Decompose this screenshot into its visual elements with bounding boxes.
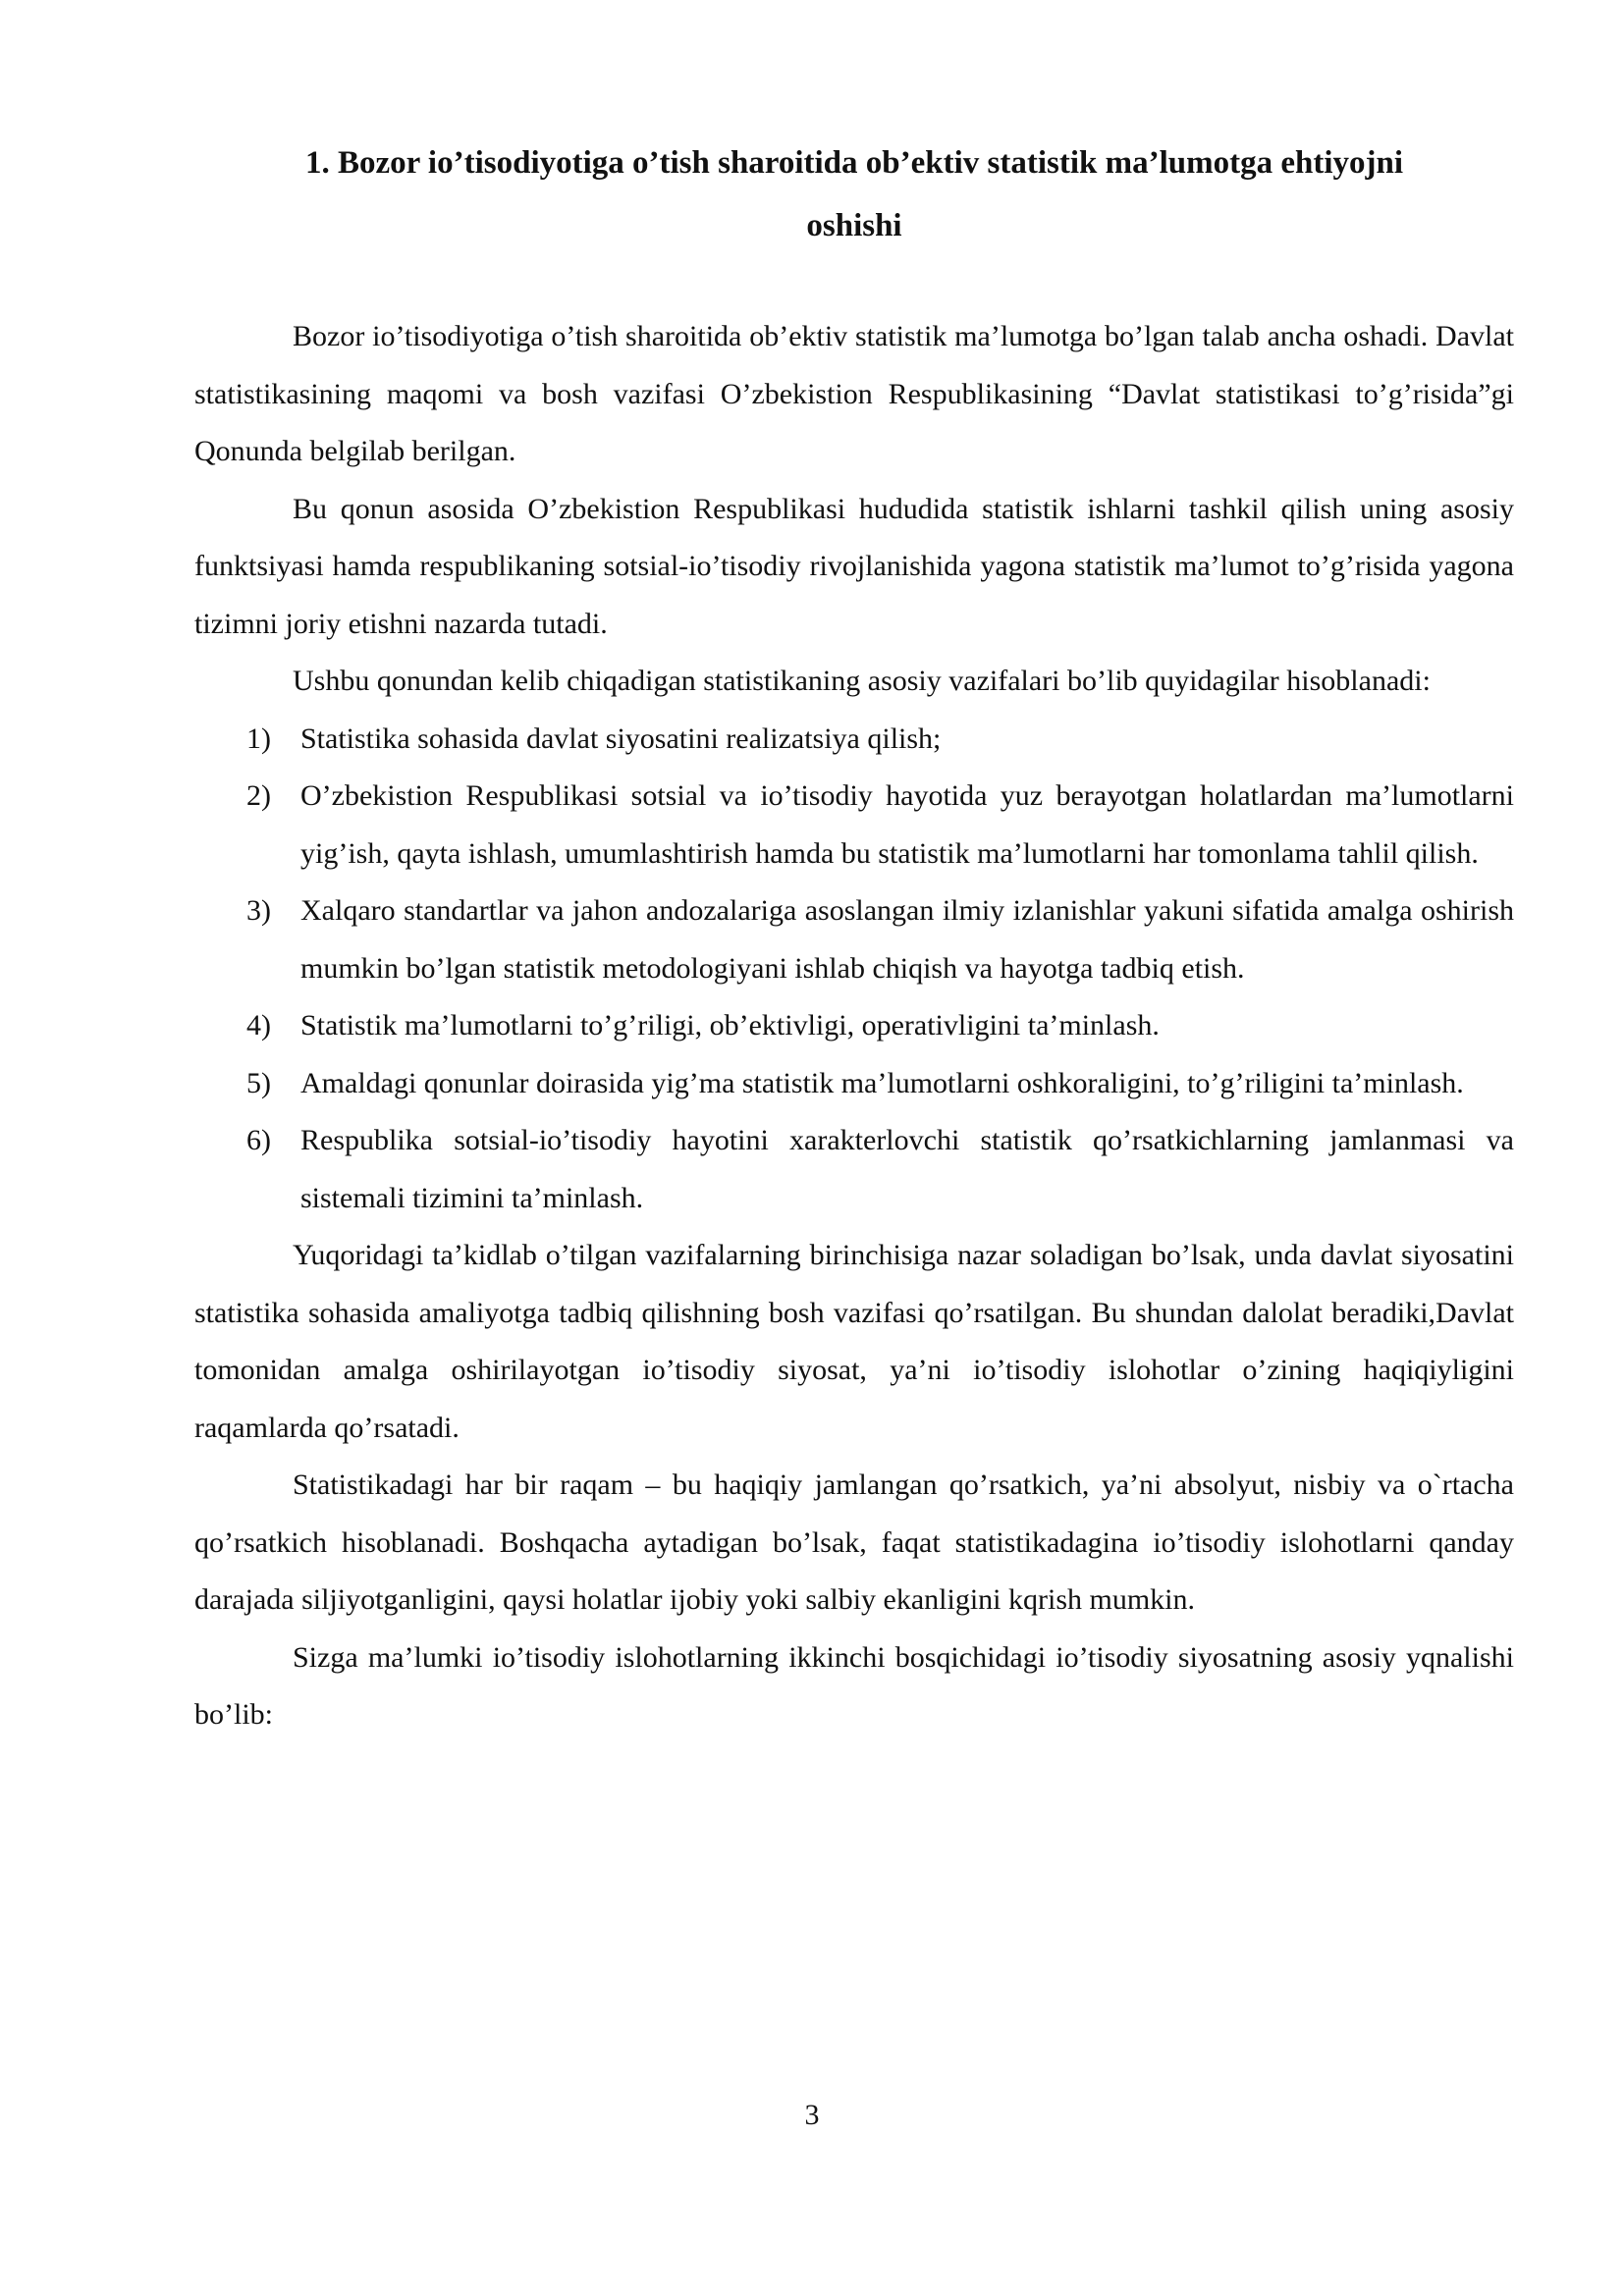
list-item <box>194 1055 1514 1113</box>
duties-list <box>194 711 1514 1228</box>
list-item-number: 1) <box>246 721 271 755</box>
body-text <box>194 308 1514 1744</box>
list-item <box>194 882 1514 997</box>
paragraph-3: Ushbu qonundan kelib chiqadigan statistikaning asosiy vazifalari bo’lib quyidagilar hisoblanadi: <box>293 665 1431 697</box>
list-item-number: 6) <box>246 1124 271 1156</box>
paragraph-4: Yuqoridagi ta’kidlab o’tilgan vazifalarning birinchisiga nazar soladigan bo’lsak, unda davlat siyosatini statistika sohasida amaliyotga tadbiq qilishning bosh vazifasi qo’rsatilgan. Bu shundan dalolat beradiki,Davlat tomonidan amalga oshirilayotgan io’tisodiy siyosat, ya’ni io’tisodiy islohotlar o’zining haqiqiyligini raqamlarda qo’rsatadi. <box>194 1239 1514 1444</box>
list-item <box>194 711 1514 769</box>
list-item-text: Respublika sotsial-io’tisodiy hayotini xarakterlovchi statistik qo’rsatkichlarning jamlanmasi va sistemali tizimini ta’minlash. <box>300 1124 1514 1214</box>
section-heading-line-2: oshishi <box>806 208 902 243</box>
list-item-text: O’zbekistion Respublikasi sotsial va io’tisodiy hayotida yuz berayotgan holatlardan ma’lumotlarni yig’ish, qayta ishlash, umumlashtirish hamda bu statistik ma’lumotlarni har tomonlama tahlil qilish. <box>300 779 1514 870</box>
section-heading <box>194 132 1514 257</box>
list-item <box>194 1112 1514 1227</box>
list-item <box>194 768 1514 882</box>
list-item-number: 2) <box>246 779 271 812</box>
list-item-text: Amaldagi qonunlar doirasida yig’ma statistik ma’lumotlarni oshkoraligini, to’g’riligini ta’minlash. <box>300 1066 1464 1099</box>
list-item-text: Statistik ma’lumotlarni to’g’riligi, ob’ektivligi, operativligini ta’minlash. <box>300 1009 1160 1041</box>
paragraph-2: Bu qonun asosida O’zbekistion Respublikasi hududida statistik ishlarni tashkil qilish uning asosiy funktsiyasi hamda respublikaning sotsial-io’tisodiy rivojlanishida yagona statistik ma’lumot to’g’risida yagona tizimni joriy etishni nazarda tutadi. <box>194 492 1514 640</box>
paragraph-5: Statistikadagi har bir raqam – bu haqiqiy jamlangan qo’rsatkich, ya’ni absolyut, nisbiy va o`rtacha qo’rsatkich hisoblanadi. Boshqacha aytadigan bo’lsak, faqat statistikadagina io’tisodiy islohotlarni qanday darajada siljiyotganligini, qaysi holatlar ijobiy yoki salbiy ekanligini kqrish mumkin. <box>194 1468 1514 1616</box>
list-item-number: 5) <box>246 1066 271 1099</box>
page-number: 3 <box>804 2099 820 2131</box>
paragraph-6: Sizga ma’lumki io’tisodiy islohotlarning ikkinchi bosqichidagi io’tisodiy siyosatning asosiy yqnalishi bo’lib: <box>194 1640 1514 1731</box>
list-item-text: Statistika sohasida davlat siyosatini realizatsiya qilish; <box>300 721 942 755</box>
list-item-text: Xalqaro standartlar va jahon andozalariga asoslangan ilmiy izlanishlar yakuni sifatida amalga oshirish mumkin bo’lgan statistik metodologiyani ishlab chiqish va hayotga tadbiq etish. <box>300 894 1514 985</box>
list-item-number: 4) <box>246 1009 271 1041</box>
list-item-number: 3) <box>246 894 271 927</box>
list-item <box>194 997 1514 1055</box>
paragraph-1: Bozor io’tisodiyotiga o’tish sharoitida ob’ektiv statistik ma’lumotga bo’lgan talab ancha oshadi. Davlat statistikasining maqomi va bosh vazifasi O’zbekistion Respublikasining “Davlat statistikasi to’g’risida”gi Qonunda belgilab berilgan. <box>194 320 1514 467</box>
section-heading-line-1: 1. Bozor io’tisodiyotiga o’tish sharoitida ob’ektiv statistik ma’lumotga ehtiyojni <box>304 145 1404 181</box>
